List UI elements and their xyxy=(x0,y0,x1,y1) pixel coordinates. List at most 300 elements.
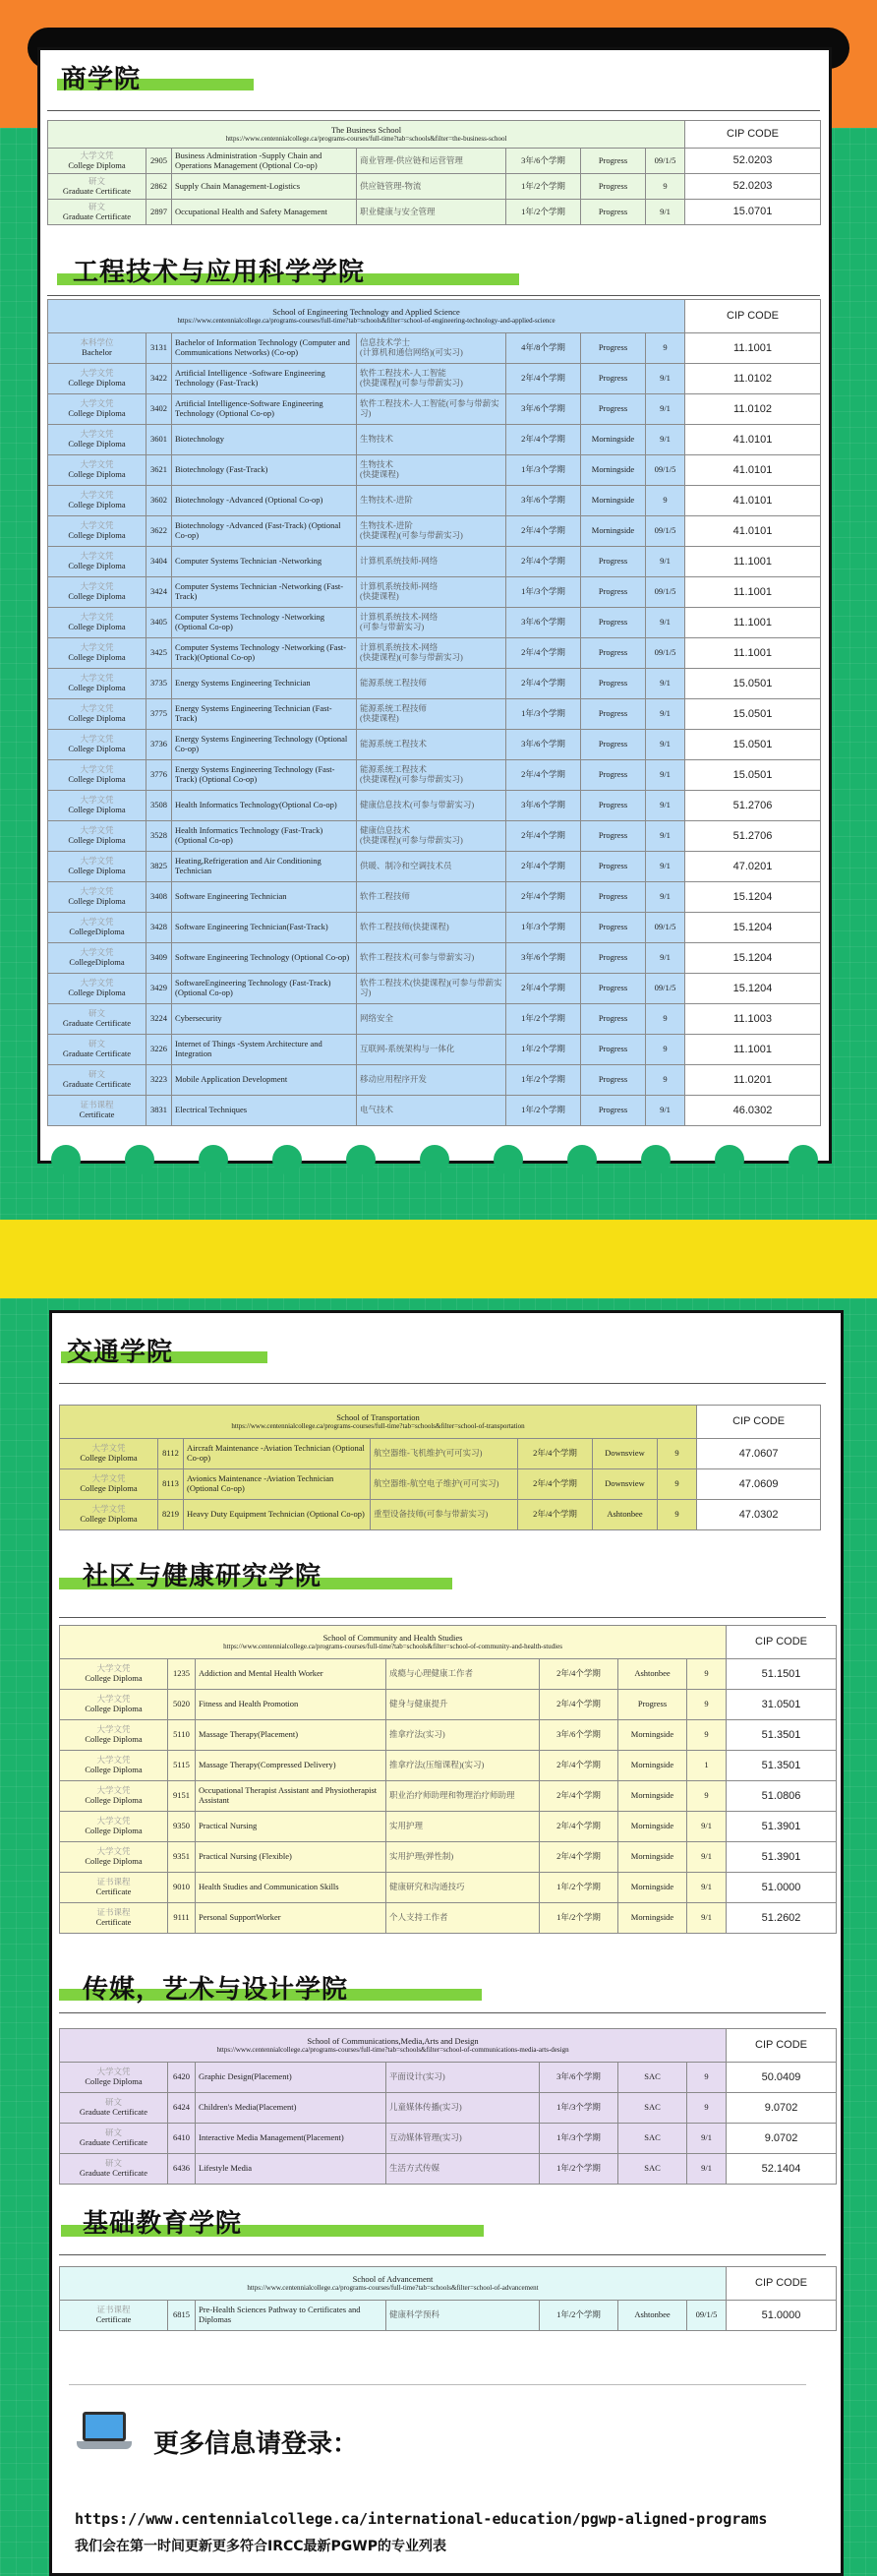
table-row xyxy=(48,516,821,547)
program-code: 3224 xyxy=(146,1004,172,1035)
credential-type-en: College Diploma xyxy=(68,378,126,388)
table-row xyxy=(48,364,821,394)
program-name-en: Computer Systems Technology -Networking (Fast-Track)(Optional Co-op) xyxy=(172,638,357,669)
credential-type-cn: 大学文凭 xyxy=(96,1785,131,1796)
credential-type-en: College Diploma xyxy=(68,591,126,601)
table-row xyxy=(60,1751,837,1781)
intake: 9/1 xyxy=(646,699,685,730)
credential-type-cell xyxy=(60,1439,158,1469)
credential-type-en: College Diploma xyxy=(68,500,126,509)
credential-type-cn: 大学文凭 xyxy=(80,764,114,775)
panel-bottom-scallops xyxy=(39,1145,836,1174)
credential-type-cell xyxy=(48,608,146,638)
program-name-en: Electrical Techniques xyxy=(172,1096,357,1126)
cip-code: 41.0101 xyxy=(685,486,821,516)
school-name-cell xyxy=(60,2267,727,2301)
duration: 2年/4个学期 xyxy=(540,1659,618,1690)
duration: 2年/4个学期 xyxy=(506,364,581,394)
program-name-en: Cybersecurity xyxy=(172,1004,357,1035)
credential-type-en: College Diploma xyxy=(68,805,126,814)
duration: 1年/2个学期 xyxy=(540,2154,618,2185)
program-name-en: Supply Chain Management-Logistics xyxy=(172,174,357,200)
table-row xyxy=(60,1873,837,1903)
table-row xyxy=(60,2154,837,2185)
credential-type-cn: 大学文凭 xyxy=(80,642,114,653)
program-name-cn: 信息技术学士 (计算机和通信网络)(可实习) xyxy=(357,333,506,364)
school-name-cell xyxy=(48,300,685,333)
table-row xyxy=(48,1004,821,1035)
duration: 3年/6个学期 xyxy=(540,2063,618,2093)
credential-type-en: CollegeDiploma xyxy=(69,927,125,936)
school-url[interactable]: https://www.centennialcollege.ca/programs-courses/full-time?tab=schools&filter=school-of-transportation xyxy=(231,1422,525,1431)
program-name-en: Software Engineering Technician xyxy=(172,882,357,913)
program-name-en: Energy Systems Engineering Technology (Optional Co-op) xyxy=(172,730,357,760)
credential-type-cn: 研文 xyxy=(104,2158,122,2169)
intake: 1 xyxy=(687,1751,727,1781)
table-header-row xyxy=(60,2029,837,2063)
intake: 09/1/5 xyxy=(687,2301,727,2331)
cip-header: CIP CODE xyxy=(685,121,821,149)
program-code: 3405 xyxy=(146,608,172,638)
campus: Progress xyxy=(581,333,646,364)
campus: Progress xyxy=(581,974,646,1004)
campus: Progress xyxy=(581,1096,646,1126)
campus: Progress xyxy=(581,608,646,638)
cip-code: 15.0501 xyxy=(685,760,821,791)
intake: 9 xyxy=(687,2093,727,2124)
campus: Morningside xyxy=(618,1781,687,1812)
table-row xyxy=(60,1812,837,1842)
table-row xyxy=(48,669,821,699)
scallop-dot xyxy=(272,1145,302,1174)
scallop-dot xyxy=(125,1145,154,1174)
credential-type-cell xyxy=(60,1690,168,1720)
program-name-en: Energy Systems Engineering Technician (Fast-Track) xyxy=(172,699,357,730)
program-code: 6424 xyxy=(168,2093,196,2124)
credential-type-cell xyxy=(60,2063,168,2093)
cip-code: 47.0201 xyxy=(685,852,821,882)
school-english-name: School of Community and Health Studies xyxy=(322,1632,463,1643)
program-name-cn: 软件工程技术(快捷课程)(可参与带薪实习) xyxy=(357,974,506,1004)
credential-type-cn: 大学文凭 xyxy=(91,1443,126,1454)
table-community-health xyxy=(59,1625,837,1934)
school-url[interactable]: https://www.centennialcollege.ca/programs-courses/full-time?tab=schools&filter=school-of-advancement xyxy=(247,2284,539,2293)
duration: 1年/3个学期 xyxy=(506,577,581,608)
cip-code: 47.0607 xyxy=(697,1439,821,1469)
campus: Progress xyxy=(581,1035,646,1065)
duration: 1年/2个学期 xyxy=(540,1903,618,1934)
campus: Progress xyxy=(618,1690,687,1720)
campus: Morningside xyxy=(618,1842,687,1873)
program-name-cn: 软件工程技师(快捷课程) xyxy=(357,913,506,943)
cip-code: 47.0302 xyxy=(697,1500,821,1530)
program-code: 3825 xyxy=(146,852,172,882)
credential-type-en: Graduate Certificate xyxy=(62,185,132,196)
campus: Progress xyxy=(581,882,646,913)
table-transportation xyxy=(59,1405,821,1530)
cip-code: 51.2706 xyxy=(685,791,821,821)
duration: 2年/4个学期 xyxy=(506,852,581,882)
table-row xyxy=(60,1781,837,1812)
program-code: 6815 xyxy=(168,2301,196,2331)
credential-type-cn: 大学文凭 xyxy=(80,551,114,562)
intake: 9 xyxy=(646,333,685,364)
program-name-cn: 互动媒体管理(实习) xyxy=(386,2124,540,2154)
scallop-dot xyxy=(51,1145,81,1174)
cip-code: 31.0501 xyxy=(727,1690,837,1720)
more-info-link[interactable]: https://www.centennialcollege.ca/international-education/pgwp-aligned-programs xyxy=(75,2510,768,2528)
duration: 2年/4个学期 xyxy=(540,1751,618,1781)
update-note: 我们会在第一时间更新更多符合IRCC最新PGWP的专业列表 xyxy=(75,2539,446,2554)
duration: 2年/4个学期 xyxy=(506,516,581,547)
table-row xyxy=(48,638,821,669)
credential-type-cell xyxy=(60,1812,168,1842)
table-row xyxy=(48,1035,821,1065)
school-name-cell xyxy=(48,121,685,149)
credential-type-cell xyxy=(48,638,146,669)
credential-type-en: College Diploma xyxy=(68,988,126,997)
scallop-dot xyxy=(494,1145,523,1174)
program-name-en: Addiction and Mental Health Worker xyxy=(196,1659,386,1690)
program-name-en: Biotechnology -Advanced (Fast-Track) (Optional Co-op) xyxy=(172,516,357,547)
scallop-dot xyxy=(199,1145,228,1174)
program-name-en: Heating,Refrigeration and Air Conditioning Technician xyxy=(172,852,357,882)
program-name-cn: 成瘾与心理健康工作者 xyxy=(386,1659,540,1690)
cip-code: 11.1001 xyxy=(685,608,821,638)
credential-type-cn: 研文 xyxy=(88,1008,105,1019)
credential-type-cell xyxy=(48,943,146,974)
credential-type-cn: 大学文凭 xyxy=(91,1473,126,1484)
program-name-en: Graphic Design(Placement) xyxy=(196,2063,386,2093)
intake: 9 xyxy=(646,174,685,200)
program-name-en: Massage Therapy(Compressed Delivery) xyxy=(196,1751,386,1781)
program-name-cn: 健康科学预科 xyxy=(386,2301,540,2331)
duration: 3年/6个学期 xyxy=(506,943,581,974)
program-name-en: Computer Systems Technician -Networking (Fast-Track) xyxy=(172,577,357,608)
credential-type-cell xyxy=(48,669,146,699)
cip-code: 51.2602 xyxy=(727,1903,837,1934)
credential-type-en: College Diploma xyxy=(85,1765,143,1774)
duration: 3年/6个学期 xyxy=(506,791,581,821)
school-url[interactable]: https://www.centennialcollege.ca/programs-courses/full-time?tab=schools&filter=school-of-communications-media-arts-design xyxy=(216,2046,569,2055)
program-name-cn: 生物技术 (快捷课程) xyxy=(357,455,506,486)
credential-type-cell xyxy=(48,174,146,200)
program-name-cn: 能源系统工程技术 xyxy=(357,730,506,760)
program-code: 3528 xyxy=(146,821,172,852)
cip-header: CIP CODE xyxy=(685,300,821,333)
school-english-name: The Business School xyxy=(330,124,402,135)
program-name-en: Aircraft Maintenance -Aviation Technician (Optional Co-op) xyxy=(184,1439,371,1469)
program-name-cn: 软件工程技术-人工智能(可参与带薪实习) xyxy=(357,394,506,425)
credential-type-en: College Diploma xyxy=(68,866,126,875)
program-code: 3429 xyxy=(146,974,172,1004)
credential-type-en: College Diploma xyxy=(85,1856,143,1866)
credential-type-cn: 研文 xyxy=(104,2097,122,2108)
program-name-cn: 生物技术 xyxy=(357,425,506,455)
program-name-en: Practical Nursing (Flexible) xyxy=(196,1842,386,1873)
program-name-cn: 能源系统工程技师 (快捷课程) xyxy=(357,699,506,730)
program-code: 3621 xyxy=(146,455,172,486)
credential-type-cell xyxy=(60,1751,168,1781)
credential-type-cn: 大学文凭 xyxy=(80,459,114,470)
cip-code: 11.0201 xyxy=(685,1065,821,1096)
program-code: 6420 xyxy=(168,2063,196,2093)
program-name-cn: 计算机系统技师-网络 xyxy=(357,547,506,577)
intake: 9/1 xyxy=(687,1842,727,1873)
credential-type-en: College Diploma xyxy=(80,1483,138,1493)
cip-code: 51.0000 xyxy=(727,2301,837,2331)
credential-type-cell xyxy=(60,2154,168,2185)
program-name-cn: 软件工程技术-人工智能 (快捷课程)(可参与带薪实习) xyxy=(357,364,506,394)
program-name-cn: 移动应用程序开发 xyxy=(357,1065,506,1096)
intake: 9/1 xyxy=(646,547,685,577)
cip-code: 41.0101 xyxy=(685,516,821,547)
credential-type-cell xyxy=(48,486,146,516)
duration: 1年/3个学期 xyxy=(506,455,581,486)
credential-type-cn: 证书课程 xyxy=(96,1877,131,1887)
campus: Progress xyxy=(581,547,646,577)
duration: 2年/4个学期 xyxy=(506,974,581,1004)
credential-type-cn: 大学文凭 xyxy=(80,825,114,836)
campus: Progress xyxy=(581,852,646,882)
intake: 9 xyxy=(687,2063,727,2093)
credential-type-cn: 大学文凭 xyxy=(96,1816,131,1827)
program-name-cn: 推拿疗法(压缩课程)(实习) xyxy=(386,1751,540,1781)
intake: 9/1 xyxy=(646,943,685,974)
scallop-dot xyxy=(346,1145,376,1174)
campus: Progress xyxy=(581,638,646,669)
cip-code: 46.0302 xyxy=(685,1096,821,1126)
credential-type-cn: 研文 xyxy=(88,1069,105,1080)
credential-type-cell xyxy=(48,699,146,730)
campus: SAC xyxy=(618,2063,687,2093)
intake: 9/1 xyxy=(687,2124,727,2154)
duration: 3年/6个学期 xyxy=(506,394,581,425)
intake: 9 xyxy=(687,1690,727,1720)
credential-type-cell xyxy=(48,333,146,364)
cip-header: CIP CODE xyxy=(727,2029,837,2063)
program-name-cn: 计算机系统技术-网络 (快捷课程)(可参与带薪实习) xyxy=(357,638,506,669)
duration: 3年/6个学期 xyxy=(506,486,581,516)
credential-type-cell xyxy=(60,1500,158,1530)
program-name-en: Computer Systems Technology -Networking (Optional Co-op) xyxy=(172,608,357,638)
credential-type-cell xyxy=(48,913,146,943)
duration: 1年/3个学期 xyxy=(540,2093,618,2124)
cip-code: 11.0102 xyxy=(685,364,821,394)
duration: 2年/4个学期 xyxy=(506,882,581,913)
program-name-en: Health Studies and Communication Skills xyxy=(196,1873,386,1903)
duration: 2年/4个学期 xyxy=(518,1439,593,1469)
program-code: 2862 xyxy=(146,174,172,200)
table-row xyxy=(48,852,821,882)
campus: Morningside xyxy=(618,1903,687,1934)
table-row xyxy=(48,425,821,455)
credential-type-en: Certificate xyxy=(95,1887,132,1896)
campus: Morningside xyxy=(581,425,646,455)
program-code: 3425 xyxy=(146,638,172,669)
program-name-cn: 儿童媒体传播(实习) xyxy=(386,2093,540,2124)
credential-type-cn: 大学文凭 xyxy=(96,2067,131,2077)
campus: Progress xyxy=(581,149,646,174)
credential-type-cell xyxy=(60,1873,168,1903)
cip-header: CIP CODE xyxy=(727,2267,837,2301)
intake: 9/1 xyxy=(646,1096,685,1126)
campus: Progress xyxy=(581,669,646,699)
credential-type-en: College Diploma xyxy=(68,561,126,570)
credential-type-cell xyxy=(48,730,146,760)
table-row xyxy=(48,730,821,760)
campus: Morningside xyxy=(618,1812,687,1842)
duration: 1年/2个学期 xyxy=(506,200,581,225)
campus: Downsview xyxy=(593,1439,658,1469)
credential-type-cn: 大学文凭 xyxy=(91,1504,126,1515)
program-name-en: Massage Therapy(Placement) xyxy=(196,1720,386,1751)
program-name-en: Interactive Media Management(Placement) xyxy=(196,2124,386,2154)
cip-code: 51.3901 xyxy=(727,1842,837,1873)
program-name-en: Practical Nursing xyxy=(196,1812,386,1842)
credential-type-cell xyxy=(60,1781,168,1812)
program-name-cn: 航空器维-飞机维护(可可实习) xyxy=(371,1439,518,1469)
credential-type-cell xyxy=(48,1035,146,1065)
cip-code: 11.0102 xyxy=(685,394,821,425)
program-name-cn: 计算机系统技师-网络 (快捷课程) xyxy=(357,577,506,608)
table-row xyxy=(48,974,821,1004)
credential-type-en: Graduate Certificate xyxy=(62,1048,132,1058)
school-name-cell xyxy=(60,1626,727,1659)
credential-type-cell xyxy=(60,2301,168,2331)
credential-type-cn: 大学文凭 xyxy=(80,673,114,684)
credential-type-cell xyxy=(48,516,146,547)
campus: Progress xyxy=(581,1065,646,1096)
cip-code: 15.0701 xyxy=(685,200,821,225)
divider xyxy=(59,2012,826,2013)
duration: 3年/6个学期 xyxy=(506,730,581,760)
duration: 1年/2个学期 xyxy=(540,2301,618,2331)
program-name-cn: 能源系统工程技师 xyxy=(357,669,506,699)
cip-code: 11.1003 xyxy=(685,1004,821,1035)
credential-type-cn: 研文 xyxy=(88,201,105,211)
credential-type-en: Certificate xyxy=(79,1109,115,1119)
duration: 3年/6个学期 xyxy=(506,149,581,174)
yellow-band xyxy=(0,1220,877,1298)
duration: 2年/4个学期 xyxy=(540,1690,618,1720)
scallop-dot xyxy=(641,1145,671,1174)
credential-type-cn: 大学文凭 xyxy=(80,856,114,867)
credential-type-en: Certificate xyxy=(95,2314,132,2324)
table-business xyxy=(47,120,821,225)
campus: Ashtonbee xyxy=(618,2301,687,2331)
credential-type-cell xyxy=(48,149,146,174)
cip-header: CIP CODE xyxy=(727,1626,837,1659)
program-code: 3408 xyxy=(146,882,172,913)
duration: 2年/4个学期 xyxy=(540,1842,618,1873)
credential-type-cell xyxy=(48,547,146,577)
campus: SAC xyxy=(618,2093,687,2124)
cip-code: 15.0501 xyxy=(685,699,821,730)
credential-type-en: College Diploma xyxy=(85,2076,143,2086)
program-name-cn: 实用护理(弹性制) xyxy=(386,1842,540,1873)
program-name-cn: 健康研究和沟通技巧 xyxy=(386,1873,540,1903)
intake: 09/1/5 xyxy=(646,974,685,1004)
credential-type-cn: 大学文凭 xyxy=(80,612,114,623)
credential-type-cn: 大学文凭 xyxy=(96,1724,131,1735)
intake: 9/1 xyxy=(646,364,685,394)
table-row xyxy=(60,1469,821,1500)
credential-type-cell xyxy=(48,821,146,852)
intake: 9/1 xyxy=(646,760,685,791)
school-english-name: School of Advancement xyxy=(352,2273,434,2284)
intake: 9/1 xyxy=(646,821,685,852)
divider xyxy=(59,1617,826,1618)
program-code: 3735 xyxy=(146,669,172,699)
program-name-en: Internet of Things -System Architecture and Integration xyxy=(172,1035,357,1065)
credential-type-cn: 大学文凭 xyxy=(80,703,114,714)
program-name-en: Biotechnology -Advanced (Optional Co-op) xyxy=(172,486,357,516)
school-url[interactable]: https://www.centennialcollege.ca/programs-courses/full-time?tab=schools&filter=the-business-school xyxy=(225,135,507,144)
intake: 09/1/5 xyxy=(646,577,685,608)
campus: Ashtonbee xyxy=(593,1500,658,1530)
credential-type-en: College Diploma xyxy=(68,469,126,479)
campus: Progress xyxy=(581,394,646,425)
intake: 09/1/5 xyxy=(646,149,685,174)
credential-type-cn: 大学文凭 xyxy=(80,947,114,958)
credential-type-en: College Diploma xyxy=(68,774,126,784)
school-url[interactable]: https://www.centennialcollege.ca/programs-courses/full-time?tab=schools&filter=school-of-engineering-technology-and-applied-science xyxy=(177,317,555,326)
campus: Progress xyxy=(581,943,646,974)
table-media-arts xyxy=(59,2028,837,2185)
campus: Morningside xyxy=(618,1873,687,1903)
table-row xyxy=(48,174,821,200)
program-name-en: Energy Systems Engineering Technology (Fast-Track) (Optional Co-op) xyxy=(172,760,357,791)
intake: 9 xyxy=(658,1469,697,1500)
campus: Morningside xyxy=(581,455,646,486)
program-name-cn: 网络安全 xyxy=(357,1004,506,1035)
laptop-icon xyxy=(77,2412,132,2451)
cip-code: 15.1204 xyxy=(685,974,821,1004)
duration: 1年/2个学期 xyxy=(540,1873,618,1903)
cip-code: 11.1001 xyxy=(685,547,821,577)
program-name-en: Computer Systems Technician -Networking xyxy=(172,547,357,577)
credential-type-cn: 本科学位 xyxy=(80,337,114,348)
table-header-row xyxy=(60,1406,821,1439)
duration: 1年/3个学期 xyxy=(506,913,581,943)
intake: 09/1/5 xyxy=(646,516,685,547)
table-row xyxy=(60,2301,837,2331)
credential-type-cell xyxy=(48,760,146,791)
campus: Progress xyxy=(581,577,646,608)
duration: 4年/8个学期 xyxy=(506,333,581,364)
program-name-en: Energy Systems Engineering Technician xyxy=(172,669,357,699)
school-url[interactable]: https://www.centennialcollege.ca/programs-courses/full-time?tab=schools&filter=school-of-community-and-health-studies xyxy=(223,1643,562,1651)
school-english-name: School of Transportation xyxy=(336,1411,420,1422)
intake: 9/1 xyxy=(646,852,685,882)
campus: Morningside xyxy=(581,486,646,516)
credential-type-cell xyxy=(60,1659,168,1690)
program-name-cn: 软件工程技术(可参与带薪实习) xyxy=(357,943,506,974)
intake: 9 xyxy=(658,1500,697,1530)
duration: 1年/3个学期 xyxy=(540,2124,618,2154)
credential-type-cn: 大学文凭 xyxy=(80,734,114,745)
campus: Progress xyxy=(581,174,646,200)
credential-type-en: College Diploma xyxy=(68,652,126,662)
credential-type-en: College Diploma xyxy=(68,530,126,540)
table-row xyxy=(48,882,821,913)
credential-type-cn: 大学文凭 xyxy=(80,886,114,897)
program-name-en: Mobile Application Development xyxy=(172,1065,357,1096)
program-name-en: Occupational Therapist Assistant and Physiotherapist Assistant xyxy=(196,1781,386,1812)
table-row xyxy=(48,577,821,608)
credential-type-cell xyxy=(48,394,146,425)
